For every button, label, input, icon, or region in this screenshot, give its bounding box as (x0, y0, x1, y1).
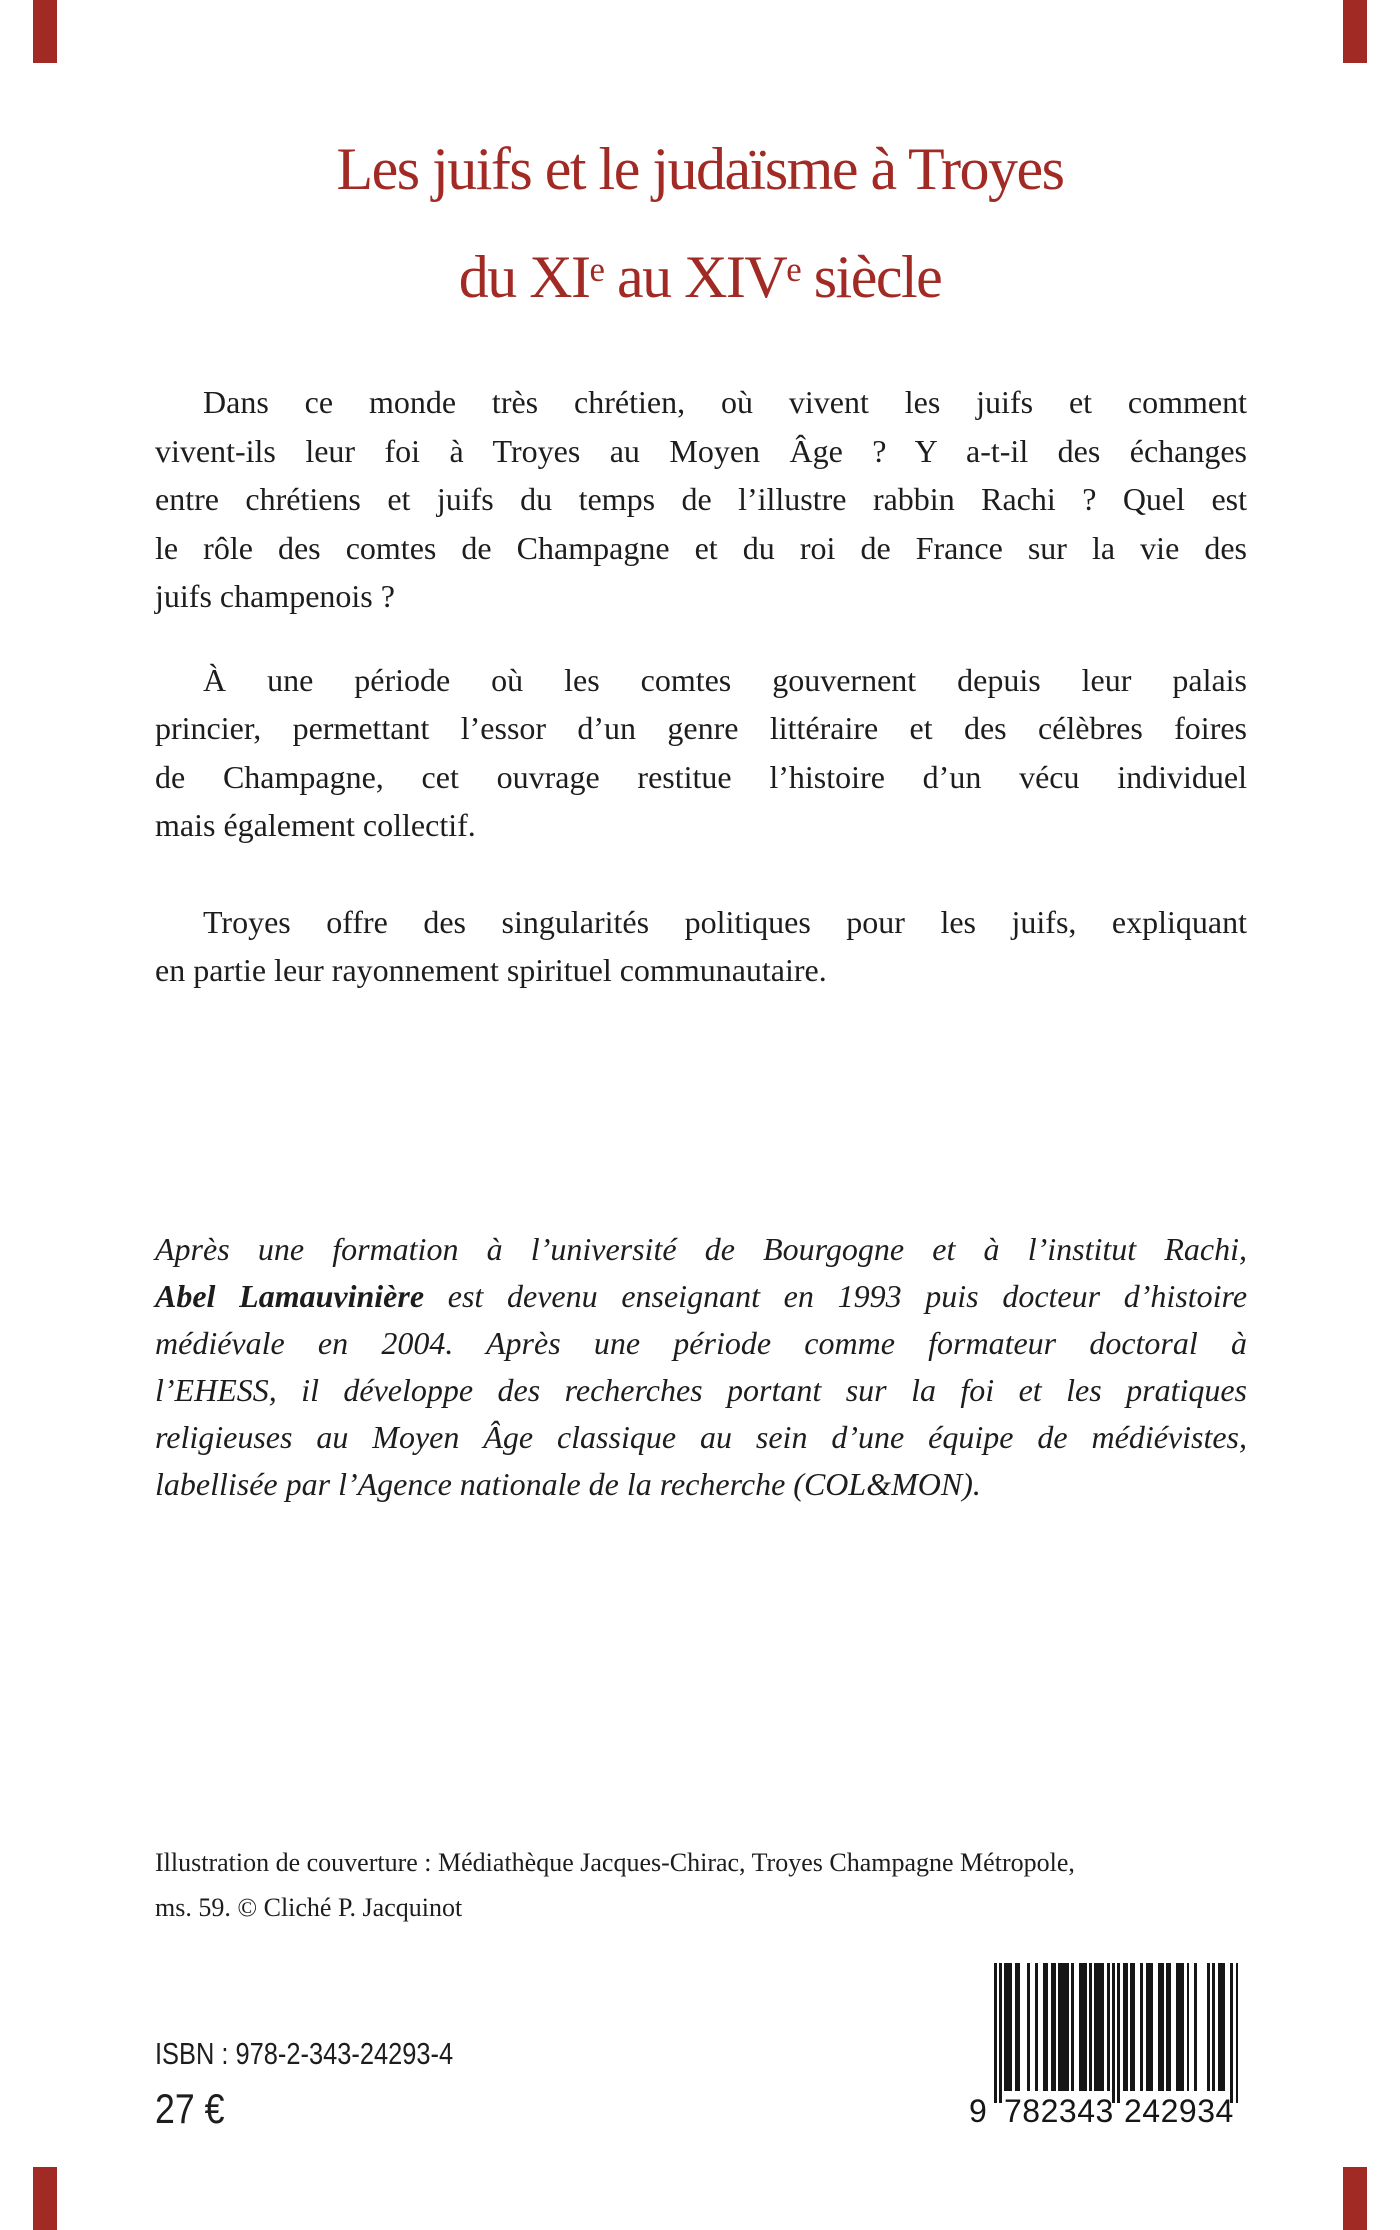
barcode-bar (1117, 1963, 1120, 2103)
text-segment: est devenu enseignant en 1993 puis docteur d’histoire (447, 1278, 1248, 1314)
cover-illustration-credit (155, 1840, 1305, 1930)
barcode-bar (1146, 1963, 1154, 2091)
title-segment: siècle (800, 244, 942, 310)
crop-mark-top-right (1343, 0, 1367, 63)
barcode-bar (1043, 1963, 1048, 2091)
text-line: de Champagne, cet ouvrage restitue l’histoire d’un vécu individuel (155, 758, 1247, 795)
text-line: Dans ce monde très chrétien, où vivent les juifs et comment (203, 384, 1247, 420)
barcode-bar (1187, 1963, 1190, 2091)
barcode-bar (1112, 1963, 1115, 2103)
text-line: labellisée par l’Agence nationale de la recherche (COL&MON). (155, 1466, 981, 1502)
text-line: Troyes offre des singularités politiques pour les juifs, expliquant (203, 903, 1247, 940)
barcode-bar (1089, 1963, 1092, 2091)
barcode-bar (999, 1963, 1002, 2103)
title-superscript: e (786, 250, 801, 290)
synopsis-paragraph-2 (155, 656, 1247, 850)
author-name: Abel Lamauvinière (155, 1278, 425, 1314)
barcode-bar (1004, 1963, 1012, 2091)
book-title-line-2 (0, 242, 1400, 321)
barcode-bar (1236, 1963, 1239, 2103)
ean13-barcode (969, 1963, 1265, 2133)
synopsis (155, 378, 1247, 995)
barcode-digits-group-2: 242934 (1124, 2093, 1234, 2129)
text-line: l’EHESS, il développe des recherches portant sur la foi et les pratiques (155, 1372, 1247, 1408)
barcode-bar (1218, 1963, 1226, 2091)
text-line: ms. 59. © Cliché P. Jacquinot (155, 1893, 463, 1922)
barcode-bar (1166, 1963, 1171, 2091)
synopsis-paragraph-3 (155, 898, 1247, 995)
price: 27 € (155, 2085, 225, 2132)
barcode-bar (1071, 1963, 1074, 2091)
title-segment: du XI (458, 244, 590, 310)
barcode-bar (1107, 1963, 1110, 2091)
title-superscript: e (589, 250, 604, 290)
barcode-digit-left: 9 (969, 2093, 988, 2129)
text-line: religieuses au Moyen Âge classique au sein d’une équipe de médiévistes, (155, 1419, 1247, 1455)
text-line: médiévale en 2004. Après une période comme formateur doctoral à (155, 1325, 1247, 1361)
barcode-bar (1230, 1963, 1233, 2103)
synopsis-paragraph-1 (155, 378, 1247, 621)
isbn-number: ISBN : 978-2-343-24293-4 (155, 2036, 454, 2071)
barcode-bar (1035, 1963, 1038, 2091)
text-line: Après une formation à l’université de Bourgogne et à l’institut Rachi, (155, 1231, 1247, 1267)
barcode-bar (994, 1963, 997, 2103)
barcode-bar (1015, 1963, 1020, 2091)
text-line: juifs champenois ? (155, 578, 395, 614)
barcode-bar (1058, 1963, 1068, 2091)
barcode-bar (1176, 1963, 1184, 2091)
crop-mark-bottom-left (33, 2167, 57, 2230)
text-line: À une période où les comtes gouvernent depuis leur palais (203, 661, 1247, 698)
title-segment: au XIV (603, 244, 787, 310)
barcode-bar (1079, 1963, 1087, 2091)
barcode-bar (1158, 1963, 1163, 2091)
barcode-bar (1194, 1963, 1197, 2091)
barcode-bar (1130, 1963, 1135, 2091)
text-line: vivent-ils leur foi à Troyes au Moyen Âge ? Y a-t-il des échanges (155, 432, 1247, 469)
barcode-bar (1051, 1963, 1056, 2091)
crop-mark-bottom-right (1343, 2167, 1367, 2230)
text-line: mais également collectif. (155, 807, 476, 843)
barcode-bar (1123, 1963, 1128, 2091)
barcode-bar (1207, 1963, 1210, 2091)
text-line: en partie leur rayonnement spirituel communautaire. (155, 952, 827, 988)
barcode-bar (1140, 1963, 1143, 2091)
text-line: Illustration de couverture : Médiathèque Jacques-Chirac, Troyes Champagne Métropole, (155, 1848, 1075, 1877)
barcode-bar (1212, 1963, 1215, 2091)
barcode-digits-group-1: 782343 (1004, 2093, 1114, 2129)
book-title-line-1: Les juifs et le judaïsme à Troyes (336, 136, 1064, 202)
barcode-bars (994, 1963, 1239, 2104)
barcode-bar (1094, 1963, 1104, 2091)
crop-mark-top-left (33, 0, 57, 63)
text-line: princier, permettant l’essor d’un genre littéraire et des célèbres foires (155, 710, 1247, 746)
barcode-bar (1027, 1963, 1030, 2091)
text-line (155, 1273, 1247, 1320)
text-line: entre chrétiens et juifs du temps de l’illustre rabbin Rachi ? Quel est (155, 481, 1247, 517)
text-line: le rôle des comtes de Champagne et du roi de France sur la vie des (155, 529, 1247, 566)
author-biography (155, 1226, 1247, 1508)
